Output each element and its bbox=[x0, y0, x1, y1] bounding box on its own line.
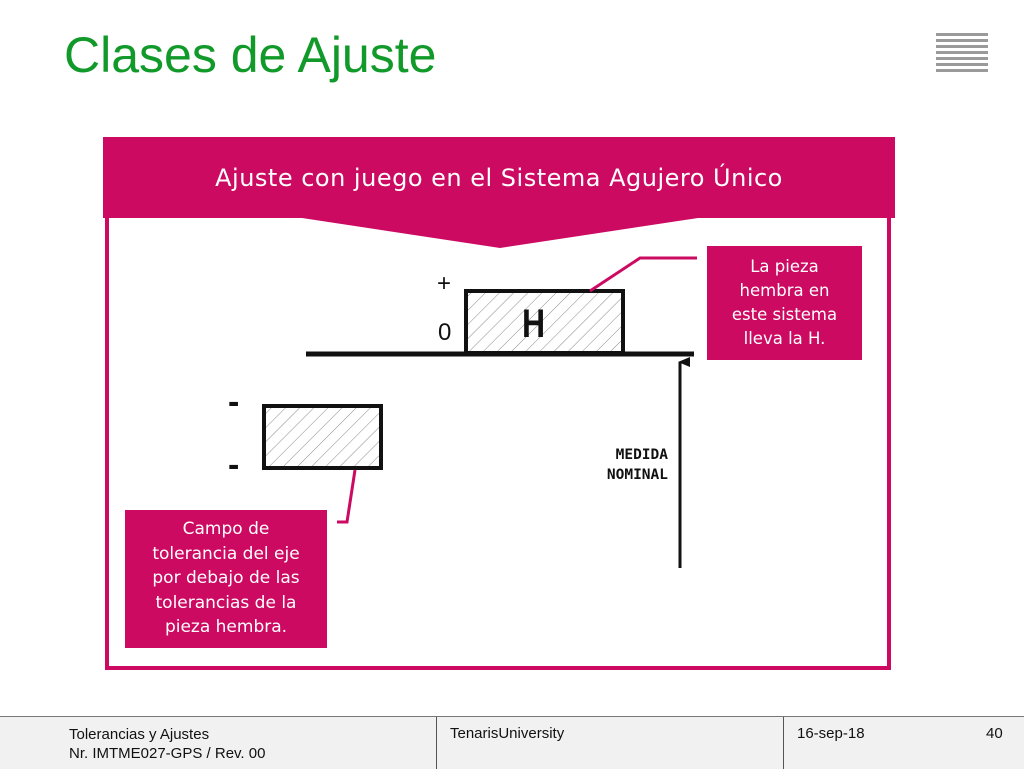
plus-label: + bbox=[437, 270, 452, 297]
callout-hole-basis: La pieza hembra en este sistema lleva la H. bbox=[707, 246, 862, 360]
hole-letter-label: H bbox=[522, 302, 546, 346]
banner-title: Ajuste con juego en el Sistema Agujero Único bbox=[215, 164, 783, 192]
zero-label: 0 bbox=[438, 319, 452, 346]
footer-page-number: 40 bbox=[986, 725, 1003, 742]
shaft-tolerance-zone bbox=[264, 406, 381, 468]
leader-line-hole bbox=[590, 258, 697, 291]
footer-date: 16-sep-18 bbox=[797, 725, 865, 742]
footer-organization: TenarisUniversity bbox=[450, 725, 565, 742]
footer-divider bbox=[436, 717, 437, 769]
footer-course-info: Tolerancias y Ajustes Nr. IMTME027-GPS / Rev. 00 bbox=[69, 726, 266, 762]
slide-title: Clases de Ajuste bbox=[64, 27, 437, 83]
footer-divider bbox=[783, 717, 784, 769]
nominal-dimension-label: MEDIDA NOMINAL bbox=[606, 447, 668, 483]
minus-label-bottom: - bbox=[228, 446, 240, 484]
callout-shaft-tolerance: Campo de tolerancia del eje por debajo de las tolerancias de la pieza hembra. bbox=[125, 510, 327, 648]
minus-label-top: - bbox=[228, 383, 240, 421]
slide-footer bbox=[0, 716, 1024, 769]
leader-line-shaft bbox=[337, 470, 355, 522]
